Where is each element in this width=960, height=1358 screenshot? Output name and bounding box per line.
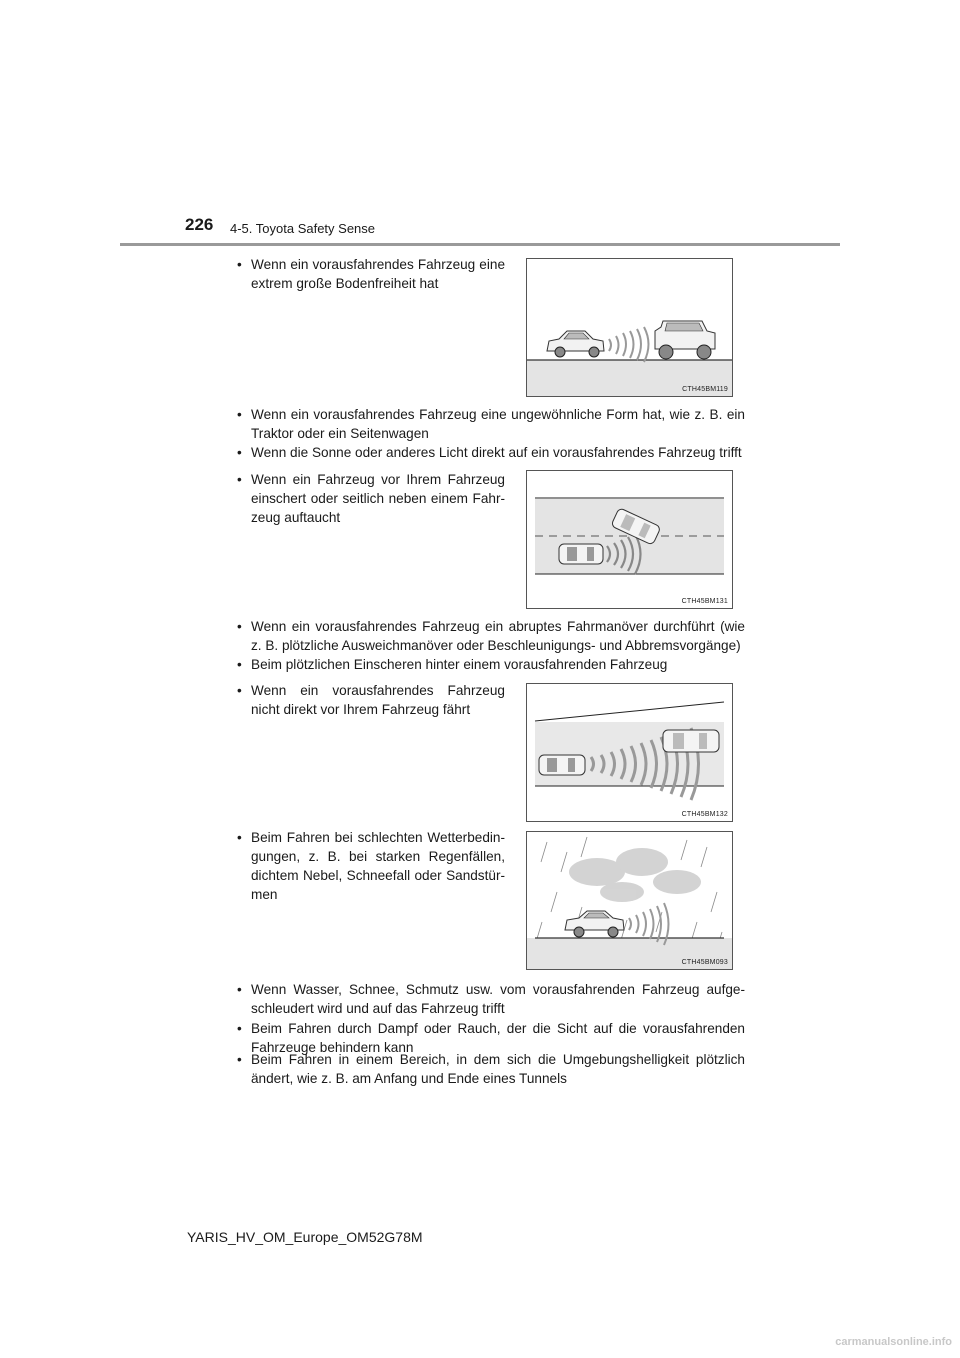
bullet-water-snow [237, 980, 745, 1018]
figure-code: CTH45BM093 [681, 959, 728, 966]
bullet-marker: • [237, 407, 242, 422]
bullet-text: Wenn ein vorausfahrendes Fahrzeug eine ungewöhnliche Form hat, wie z. B. ein Traktor oder ein Seitenwagen [251, 407, 745, 441]
bullet-brightness-change [237, 1050, 745, 1088]
bullet-abrupt-maneuver [237, 617, 745, 655]
bullet-text: Beim Fahren in einem Bereich, in dem sich die Umgebungshelligkeit plötzlich ändert, wie z. B. am Anfang und Ende eines Tunnels [251, 1052, 745, 1086]
bullet-marker: • [237, 257, 242, 272]
bullet-text: Beim Fahren bei schlechten Wetterbedin-gungen, z. B. bei starken Regenfällen, dichtem Nebel, Schneefall oder Sandstür-men [251, 830, 505, 902]
bullet-text: Wenn die Sonne oder anderes Licht direkt auf ein vorausfahrendes Fahrzeug trifft [251, 445, 742, 460]
bullet-cut-in [237, 470, 505, 527]
bullet-marker: • [237, 683, 242, 698]
bullet-marker: • [237, 1052, 242, 1067]
figure-cut-in [526, 470, 733, 609]
bullet-text: Wenn ein Fahrzeug vor Ihrem Fahrzeug einschert oder seitlich neben einem Fahr-zeug auftaucht [251, 472, 505, 525]
header-divider [120, 243, 840, 246]
bullet-text: Wenn Wasser, Schnee, Schmutz usw. vom vorausfahrenden Fahrzeug aufge-schleudert wird und auf das Fahrzeug trifft [251, 982, 745, 1016]
bad-weather-illustration [527, 832, 732, 969]
bullet-text: Wenn ein vorausfahrendes Fahrzeug ein abruptes Fahrmanöver durchführt (wie z. B. plötzliche Ausweichmanöver oder Beschleunigungs- und Abbremsvorgänge) [251, 619, 745, 653]
bullet-marker: • [237, 1021, 242, 1036]
high-clearance-illustration [527, 259, 732, 396]
figure-code: CTH45BM131 [681, 598, 728, 605]
footer-document-id: YARIS_HV_OM_Europe_OM52G78M [187, 1229, 423, 1245]
bullet-text: Wenn ein vorausfahrendes Fahrzeug eine extrem große Bodenfreiheit hat [251, 257, 505, 291]
bullet-bad-weather [237, 828, 505, 904]
bullet-marker: • [237, 472, 242, 487]
bullet-marker: • [237, 830, 242, 845]
figure-offset-vehicle [526, 683, 733, 822]
watermark: carmanualsonline.info [835, 1336, 952, 1348]
bullet-marker: • [237, 982, 242, 997]
figure-bad-weather [526, 831, 733, 970]
figure-code: CTH45BM119 [682, 386, 728, 393]
figure-code: CTH45BM132 [681, 811, 728, 818]
page-number: 226 [185, 215, 214, 234]
bullet-text: Beim plötzlichen Einscheren hinter einem vorausfahrenden Fahrzeug [251, 657, 668, 672]
figure-high-clearance [526, 258, 733, 397]
section-title: 4-5. Toyota Safety Sense [230, 221, 376, 236]
bullet-text: Beim Fahren durch Dampf oder Rauch, der die Sicht auf die vorausfahrenden Fahrzeuge behindern kann [251, 1021, 745, 1055]
bullet-ground-clearance [237, 255, 505, 293]
bullet-marker: • [237, 445, 242, 460]
bullet-unusual-shape [237, 405, 745, 443]
bullet-text: Wenn ein vorausfahrendes Fahrzeug nicht direkt vor Ihrem Fahrzeug fährt [251, 683, 505, 717]
bullet-sudden-cut-behind [237, 655, 745, 674]
cut-in-illustration [527, 471, 732, 608]
bullet-offset-vehicle [237, 681, 505, 719]
bullet-marker: • [237, 657, 242, 672]
bullet-sun-light [237, 443, 745, 462]
bullet-marker: • [237, 619, 242, 634]
offset-vehicle-illustration [527, 684, 732, 821]
